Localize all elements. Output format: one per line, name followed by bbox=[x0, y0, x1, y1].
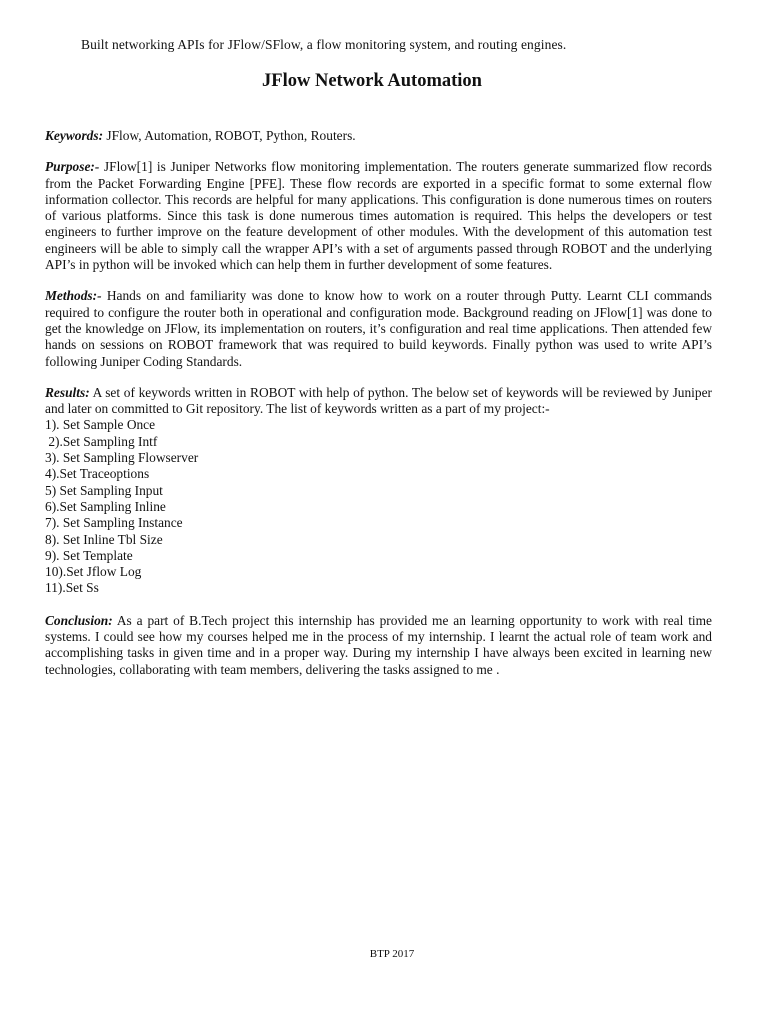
page-title: JFlow Network Automation bbox=[262, 71, 482, 91]
results-text: A set of keywords written in ROBOT with help of python. The below set of keywords will be reviewed by Juniper and later on committed to Git repository. The list of keywords written as a part of my project:- bbox=[45, 384, 712, 417]
page-footer: BTP 2017 bbox=[369, 948, 415, 960]
purpose-label-text: Purpose bbox=[45, 159, 91, 175]
methods-label-sep: :- bbox=[92, 288, 102, 304]
keywords-label-sep: : bbox=[98, 128, 104, 143]
purpose-paragraph bbox=[45, 159, 712, 273]
results-label bbox=[45, 385, 90, 400]
list-item: 10).Set Jflow Log bbox=[45, 564, 142, 580]
header-line: Built networking APIs for JFlow/SFlow, a flow monitoring system, and routing engines. bbox=[81, 37, 567, 52]
document-body bbox=[45, 128, 712, 693]
list-item: 11).Set Ss bbox=[45, 580, 99, 596]
methods-label bbox=[45, 288, 102, 303]
conclusion-label-sep: : bbox=[108, 612, 113, 628]
results-label-text: Results bbox=[45, 384, 86, 400]
results-paragraph bbox=[45, 385, 712, 418]
list-item: 7). Set Sampling Instance bbox=[45, 515, 183, 531]
list-item: 9). Set Template bbox=[45, 547, 133, 563]
methods-paragraph bbox=[45, 288, 712, 369]
keywords-label bbox=[45, 128, 103, 143]
keyword-list bbox=[45, 417, 712, 596]
conclusion-label bbox=[45, 613, 113, 628]
methods-label-text: Methods bbox=[45, 288, 93, 304]
methods-text: Hands on and familiarity was done to know how to work on a router through Putty. Learnt CLI commands required to configure the router both in operational and configuration mode. Background reading on JFlow[1] was done to get the knowledge on JFlow, its implementation on routers, it’s configuration and real time applications. Then attended few hands on sessions on ROBOT framework that was required to build keywords. Finally python was used to write API’s following Juniper Coding Standards. bbox=[45, 288, 712, 369]
conclusion-label-text: Conclusion bbox=[45, 612, 109, 628]
list-item: 8). Set Inline Tbl Size bbox=[45, 531, 163, 547]
list-item: 5) Set Sampling Input bbox=[45, 482, 163, 498]
keywords-text: JFlow, Automation, ROBOT, Python, Routers. bbox=[103, 128, 356, 143]
list-item: 3). Set Sampling Flowserver bbox=[45, 450, 199, 466]
list-item: 1). Set Sample Once bbox=[45, 417, 156, 433]
list-item: 6).Set Sampling Inline bbox=[45, 498, 166, 514]
purpose-text: JFlow[1] is Juniper Networks flow monitoring implementation. The routers generate summarized flow records from the Packet Forwarding Engine [PFE]. These flow records are exported in a specific format to some external flow information collector. This records are helpful for many applications. This configuration is done numerous times on routers of various platforms. Since this task is done numerous times automation is required. This helps the developers or test engineers to further improve on the feature development of other modules. With the development of this automation test engineers will be able to simply call the wrapper API’s with a set of arguments passed through ROBOT and the underlying API’s in python will be invoked which can help them in further development of some features. bbox=[45, 159, 712, 273]
purpose-label-sep: :- bbox=[90, 159, 100, 175]
keywords-label-text: Keywords bbox=[45, 128, 99, 143]
purpose-label bbox=[45, 159, 99, 174]
keywords-paragraph bbox=[45, 128, 712, 144]
conclusion-paragraph bbox=[45, 613, 712, 678]
list-item: 4).Set Traceoptions bbox=[45, 466, 150, 482]
list-item: 2).Set Sampling Intf bbox=[45, 433, 158, 449]
conclusion-text: As a part of B.Tech project this internship has provided me an learning opportunity to work with real time systems. I could see how my courses helped me in the process of my internship. I learnt the actual role of team work and accomplishing tasks in given time and in a proper way. During my internship I have always been excited in learning new technologies, collaborating with team members, delivering the tasks assigned to me . bbox=[45, 612, 712, 677]
results-label-sep: : bbox=[85, 384, 90, 400]
